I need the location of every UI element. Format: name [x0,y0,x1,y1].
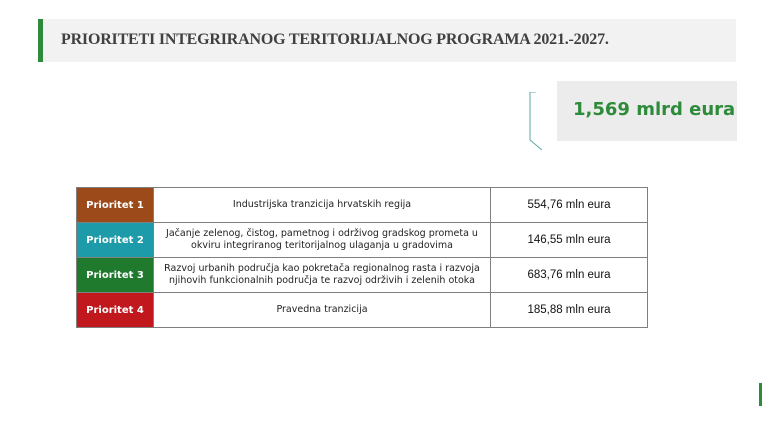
priority-amount: 185,88 mln eura [491,293,648,328]
title-bar [38,19,736,62]
corner-accent-mark [759,383,762,406]
priority-label: Prioritet 4 [77,293,154,328]
table-row [77,188,648,223]
slide-title: PRIORITETI INTEGRIRANOG TERITORIJALNOG PROGRAMA 2021.-2027. [61,31,609,48]
priority-amount: 554,76 mln eura [491,188,648,223]
table-row [77,293,648,328]
priority-description: Pravedna tranzicija [154,293,491,328]
priority-description: Industrijska tranzicija hrvatskih regija [154,188,491,223]
table-row [77,258,648,293]
total-amount: 1,569 mlrd eura [573,99,736,120]
priority-label: Prioritet 2 [77,223,154,258]
bracket-connector [528,92,542,152]
priorities-table [76,187,648,328]
table-row [77,223,648,258]
priority-amount: 683,76 mln eura [491,258,648,293]
priority-label: Prioritet 3 [77,258,154,293]
priority-description: Razvoj urbanih područja kao pokretača regionalnog rasta i razvoja njihovih funkcionalnih područja te razvoj održivih i zelenih otoka [154,258,491,293]
priority-amount: 146,55 mln eura [491,223,648,258]
total-amount-box [557,81,737,141]
priority-label: Prioritet 1 [77,188,154,223]
priority-description: Jačanje zelenog, čistog, pametnog i održivog gradskog prometa u okviru integriranog teritorijalnog ulaganja u gradovima [154,223,491,258]
